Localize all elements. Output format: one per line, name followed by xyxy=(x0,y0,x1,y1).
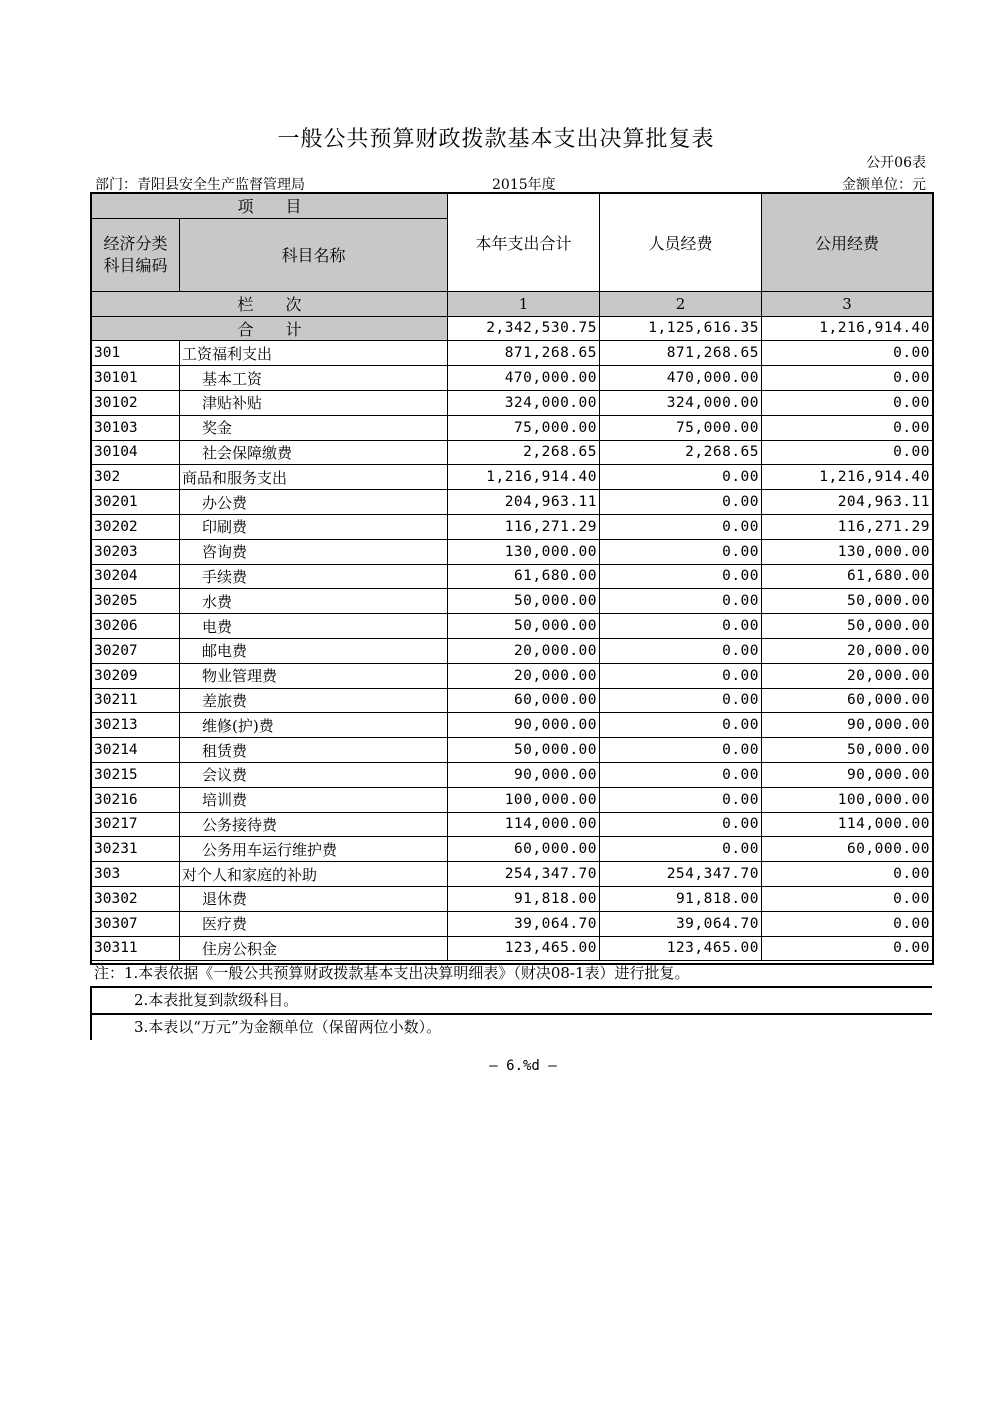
row-personnel: 254,347.70 xyxy=(600,862,762,887)
row-total: 90,000.00 xyxy=(448,762,600,787)
table-row xyxy=(92,762,933,787)
table-row xyxy=(92,390,933,415)
table-row xyxy=(92,812,933,837)
row-code: 30202 xyxy=(92,514,180,539)
row-total: 50,000.00 xyxy=(448,589,600,614)
row-public: 0.00 xyxy=(762,886,933,911)
row-total: 470,000.00 xyxy=(448,366,600,391)
row-code: 303 xyxy=(92,862,180,887)
row-personnel: 75,000.00 xyxy=(600,415,762,440)
row-code: 301 xyxy=(92,341,180,366)
row-code: 30104 xyxy=(92,440,180,465)
row-code: 30215 xyxy=(92,762,180,787)
row-public: 204,963.11 xyxy=(762,490,933,515)
table-row xyxy=(92,490,933,515)
notes-section xyxy=(90,961,932,1040)
note-2: 2.本表批复到款级科目。 xyxy=(90,988,932,1015)
column-index-label: 栏 次 xyxy=(92,291,448,316)
page-title: 一般公共预算财政拨款基本支出决算批复表 xyxy=(277,127,715,152)
total-label: 合 计 xyxy=(92,316,448,341)
row-public: 0.00 xyxy=(762,911,933,936)
amount-unit: 金额单位：元 xyxy=(842,177,926,193)
row-total: 324,000.00 xyxy=(448,390,600,415)
row-public: 0.00 xyxy=(762,415,933,440)
total-value: 2,342,530.75 xyxy=(448,316,600,341)
row-total: 1,216,914.40 xyxy=(448,465,600,490)
table-row xyxy=(92,366,933,391)
row-public: 50,000.00 xyxy=(762,614,933,639)
row-name: 奖金 xyxy=(180,415,448,440)
row-name: 租赁费 xyxy=(180,738,448,763)
table-row xyxy=(92,341,933,366)
column-index-3: 3 xyxy=(762,291,933,316)
row-code: 30214 xyxy=(92,738,180,763)
row-name: 咨询费 xyxy=(180,539,448,564)
table-row xyxy=(92,614,933,639)
table-row xyxy=(92,738,933,763)
row-public: 100,000.00 xyxy=(762,787,933,812)
row-total: 90,000.00 xyxy=(448,713,600,738)
table-row xyxy=(92,465,933,490)
row-personnel: 2,268.65 xyxy=(600,440,762,465)
row-code: 30206 xyxy=(92,614,180,639)
row-total: 60,000.00 xyxy=(448,837,600,862)
column-index-row xyxy=(92,291,933,316)
row-name: 津贴补贴 xyxy=(180,390,448,415)
row-name: 医疗费 xyxy=(180,911,448,936)
row-public: 0.00 xyxy=(762,366,933,391)
table-row xyxy=(92,886,933,911)
row-name: 基本工资 xyxy=(180,366,448,391)
note-3: 3.本表以“万元”为金额单位（保留两位小数）。 xyxy=(90,1015,932,1040)
row-public: 90,000.00 xyxy=(762,713,933,738)
expenditure-table xyxy=(91,193,933,961)
row-code: 30204 xyxy=(92,564,180,589)
row-public: 50,000.00 xyxy=(762,589,933,614)
row-total: 254,347.70 xyxy=(448,862,600,887)
table-row xyxy=(92,787,933,812)
row-personnel: 0.00 xyxy=(600,638,762,663)
page-footer: — 6.%d — xyxy=(489,1058,557,1074)
table-row xyxy=(92,862,933,887)
row-personnel: 0.00 xyxy=(600,465,762,490)
row-name: 手续费 xyxy=(180,564,448,589)
row-name: 差旅费 xyxy=(180,688,448,713)
row-total: 871,268.65 xyxy=(448,341,600,366)
row-name: 对个人和家庭的补助 xyxy=(180,862,448,887)
total-value: 1,125,616.35 xyxy=(600,316,762,341)
row-public: 116,271.29 xyxy=(762,514,933,539)
table-row xyxy=(92,514,933,539)
row-personnel: 0.00 xyxy=(600,787,762,812)
row-code: 30209 xyxy=(92,663,180,688)
row-name: 工资福利支出 xyxy=(180,341,448,366)
row-total: 204,963.11 xyxy=(448,490,600,515)
row-personnel: 0.00 xyxy=(600,539,762,564)
fiscal-year: 2015年度 xyxy=(492,177,556,193)
row-personnel: 39,064.70 xyxy=(600,911,762,936)
row-total: 116,271.29 xyxy=(448,514,600,539)
header-name-label: 科目名称 xyxy=(180,218,448,291)
row-personnel: 0.00 xyxy=(600,614,762,639)
row-name: 培训费 xyxy=(180,787,448,812)
table-row xyxy=(92,415,933,440)
row-personnel: 0.00 xyxy=(600,663,762,688)
table-row xyxy=(92,539,933,564)
row-public: 130,000.00 xyxy=(762,539,933,564)
row-public: 0.00 xyxy=(762,390,933,415)
row-total: 75,000.00 xyxy=(448,415,600,440)
row-total: 130,000.00 xyxy=(448,539,600,564)
column-index-2: 2 xyxy=(600,291,762,316)
header-item: 项 目 xyxy=(92,194,448,219)
row-total: 20,000.00 xyxy=(448,638,600,663)
row-code: 30101 xyxy=(92,366,180,391)
header-row-item xyxy=(92,194,933,219)
row-code: 30217 xyxy=(92,812,180,837)
row-name: 住房公积金 xyxy=(180,936,448,961)
row-public: 0.00 xyxy=(762,862,933,887)
row-code: 30102 xyxy=(92,390,180,415)
row-name: 公务用车运行维护费 xyxy=(180,837,448,862)
column-index-1: 1 xyxy=(448,291,600,316)
row-code: 30307 xyxy=(92,911,180,936)
row-name: 会议费 xyxy=(180,762,448,787)
row-public: 60,000.00 xyxy=(762,688,933,713)
row-personnel: 0.00 xyxy=(600,762,762,787)
row-public: 1,216,914.40 xyxy=(762,465,933,490)
row-public: 61,680.00 xyxy=(762,564,933,589)
row-name: 维修(护)费 xyxy=(180,713,448,738)
table-row xyxy=(92,713,933,738)
row-personnel: 0.00 xyxy=(600,837,762,862)
table-row xyxy=(92,440,933,465)
row-personnel: 0.00 xyxy=(600,564,762,589)
row-total: 50,000.00 xyxy=(448,738,600,763)
row-name: 退休费 xyxy=(180,886,448,911)
row-name: 公务接待费 xyxy=(180,812,448,837)
row-code: 30311 xyxy=(92,936,180,961)
row-code: 302 xyxy=(92,465,180,490)
department-label: 部门：青阳县安全生产监督管理局 xyxy=(95,177,305,193)
header-col-total: 本年支出合计 xyxy=(448,194,600,292)
row-name: 印刷费 xyxy=(180,514,448,539)
row-name: 商品和服务支出 xyxy=(180,465,448,490)
row-code: 30216 xyxy=(92,787,180,812)
row-public: 114,000.00 xyxy=(762,812,933,837)
row-code: 30302 xyxy=(92,886,180,911)
total-value: 1,216,914.40 xyxy=(762,316,933,341)
header-code-label: 经济分类 科目编码 xyxy=(92,218,180,291)
row-total: 100,000.00 xyxy=(448,787,600,812)
row-personnel: 0.00 xyxy=(600,738,762,763)
row-total: 61,680.00 xyxy=(448,564,600,589)
header-col-personnel: 人员经费 xyxy=(600,194,762,292)
row-personnel: 470,000.00 xyxy=(600,366,762,391)
row-name: 社会保障缴费 xyxy=(180,440,448,465)
row-personnel: 0.00 xyxy=(600,688,762,713)
table-row xyxy=(92,638,933,663)
row-code: 30231 xyxy=(92,837,180,862)
row-name: 物业管理费 xyxy=(180,663,448,688)
row-public: 0.00 xyxy=(762,341,933,366)
row-personnel: 0.00 xyxy=(600,713,762,738)
row-total: 91,818.00 xyxy=(448,886,600,911)
table-row xyxy=(92,837,933,862)
row-total: 50,000.00 xyxy=(448,614,600,639)
row-public: 20,000.00 xyxy=(762,638,933,663)
row-personnel: 324,000.00 xyxy=(600,390,762,415)
row-code: 30211 xyxy=(92,688,180,713)
table-row xyxy=(92,688,933,713)
row-code: 30213 xyxy=(92,713,180,738)
row-personnel: 871,268.65 xyxy=(600,341,762,366)
row-code: 30201 xyxy=(92,490,180,515)
row-total: 2,268.65 xyxy=(448,440,600,465)
table-row xyxy=(92,589,933,614)
row-personnel: 0.00 xyxy=(600,589,762,614)
row-public: 0.00 xyxy=(762,936,933,961)
row-public: 90,000.00 xyxy=(762,762,933,787)
row-public: 20,000.00 xyxy=(762,663,933,688)
row-total: 123,465.00 xyxy=(448,936,600,961)
row-code: 30207 xyxy=(92,638,180,663)
row-code: 30103 xyxy=(92,415,180,440)
row-public: 60,000.00 xyxy=(762,837,933,862)
total-row xyxy=(92,316,933,341)
table-row xyxy=(92,564,933,589)
row-personnel: 123,465.00 xyxy=(600,936,762,961)
row-total: 60,000.00 xyxy=(448,688,600,713)
row-code: 30205 xyxy=(92,589,180,614)
table-row xyxy=(92,911,933,936)
row-total: 39,064.70 xyxy=(448,911,600,936)
row-name: 电费 xyxy=(180,614,448,639)
row-name: 办公费 xyxy=(180,490,448,515)
row-public: 0.00 xyxy=(762,440,933,465)
row-code: 30203 xyxy=(92,539,180,564)
row-personnel: 91,818.00 xyxy=(600,886,762,911)
header-col-public: 公用经费 xyxy=(762,194,933,292)
row-personnel: 0.00 xyxy=(600,812,762,837)
note-1: 注：1.本表依据《一般公共预算财政拨款基本支出决算明细表》（财决08-1表）进行批复。 xyxy=(90,961,932,988)
table-row xyxy=(92,663,933,688)
row-personnel: 0.00 xyxy=(600,490,762,515)
row-total: 20,000.00 xyxy=(448,663,600,688)
row-public: 50,000.00 xyxy=(762,738,933,763)
row-total: 114,000.00 xyxy=(448,812,600,837)
table-row xyxy=(92,936,933,961)
row-name: 水费 xyxy=(180,589,448,614)
row-name: 邮电费 xyxy=(180,638,448,663)
row-personnel: 0.00 xyxy=(600,514,762,539)
form-number: 公开06表 xyxy=(866,155,926,171)
